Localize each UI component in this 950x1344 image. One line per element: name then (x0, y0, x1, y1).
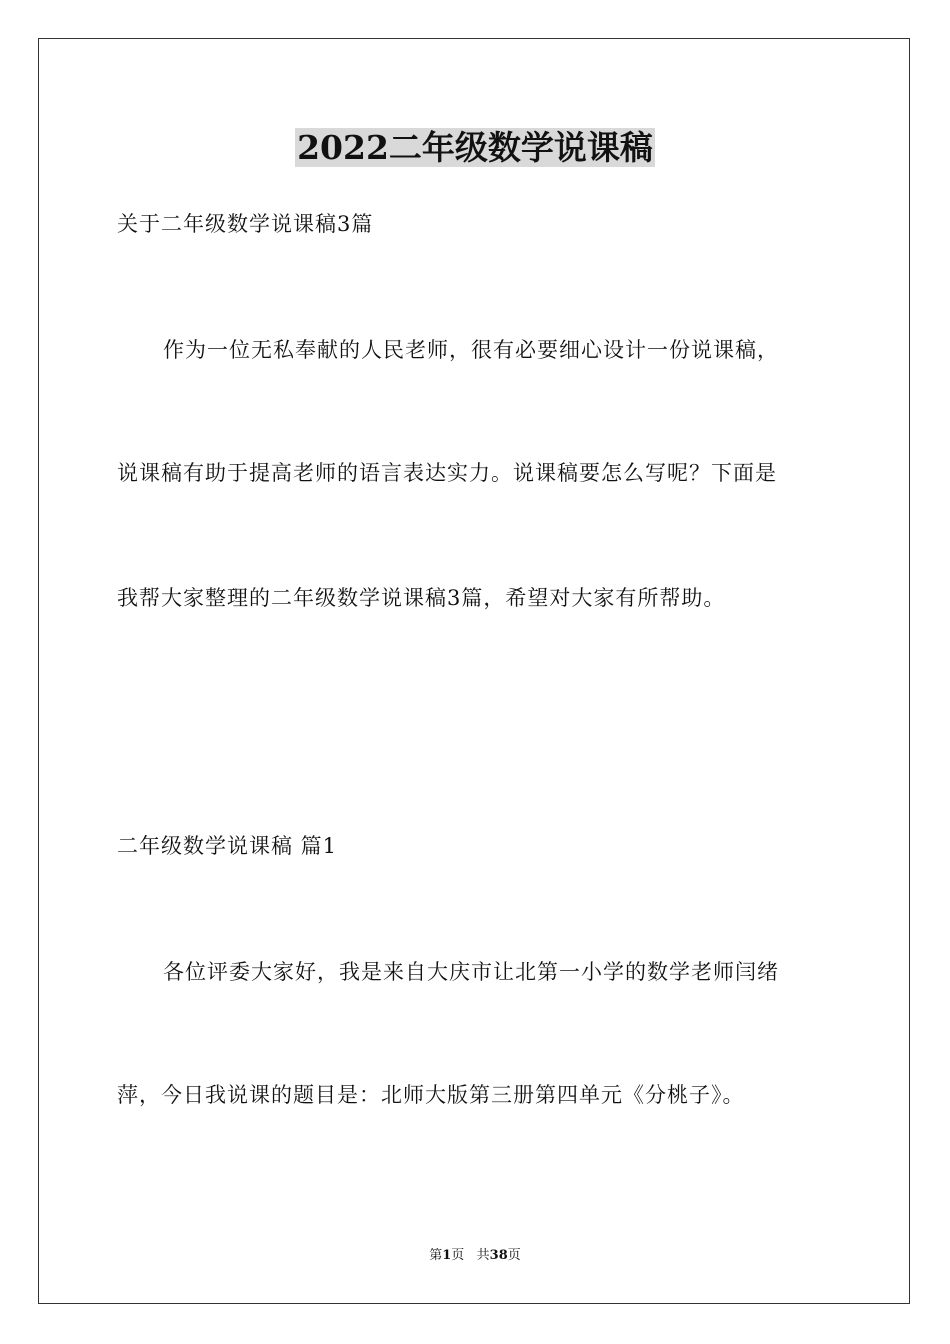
section-paragraph-line-1: 各位评委大家好，我是来自大庆市让北第一小学的数学老师闫绪 (163, 960, 779, 984)
footer-page-suffix: 页 (507, 1248, 521, 1263)
intro-paragraph-line-3: 我帮大家整理的二年级数学说课稿3篇，希望对大家有所帮助。 (117, 586, 726, 610)
footer-page-mid: 页 共 (451, 1248, 490, 1263)
document-title-text: 2022二年级数学说课稿 (297, 128, 653, 167)
document-title (0, 128, 950, 168)
intro-paragraph-line-1: 作为一位无私奉献的人民老师，很有必要细心设计一份说课稿， (163, 338, 779, 362)
document-subtitle: 关于二年级数学说课稿3篇 (117, 212, 374, 236)
section-heading: 二年级数学说课稿 篇1 (117, 834, 338, 858)
footer-page-prefix: 第 (429, 1248, 443, 1263)
intro-paragraph-line-2: 说课稿有助于提高老师的语言表达实力。说课稿要怎么写呢？下面是 (117, 461, 777, 485)
page-footer (0, 1248, 950, 1264)
footer-page-current: 1 (442, 1248, 452, 1263)
footer-page-total: 38 (489, 1248, 508, 1263)
section-paragraph-line-2: 萍，今日我说课的题目是：北师大版第三册第四单元《分桃子》。 (117, 1083, 745, 1107)
